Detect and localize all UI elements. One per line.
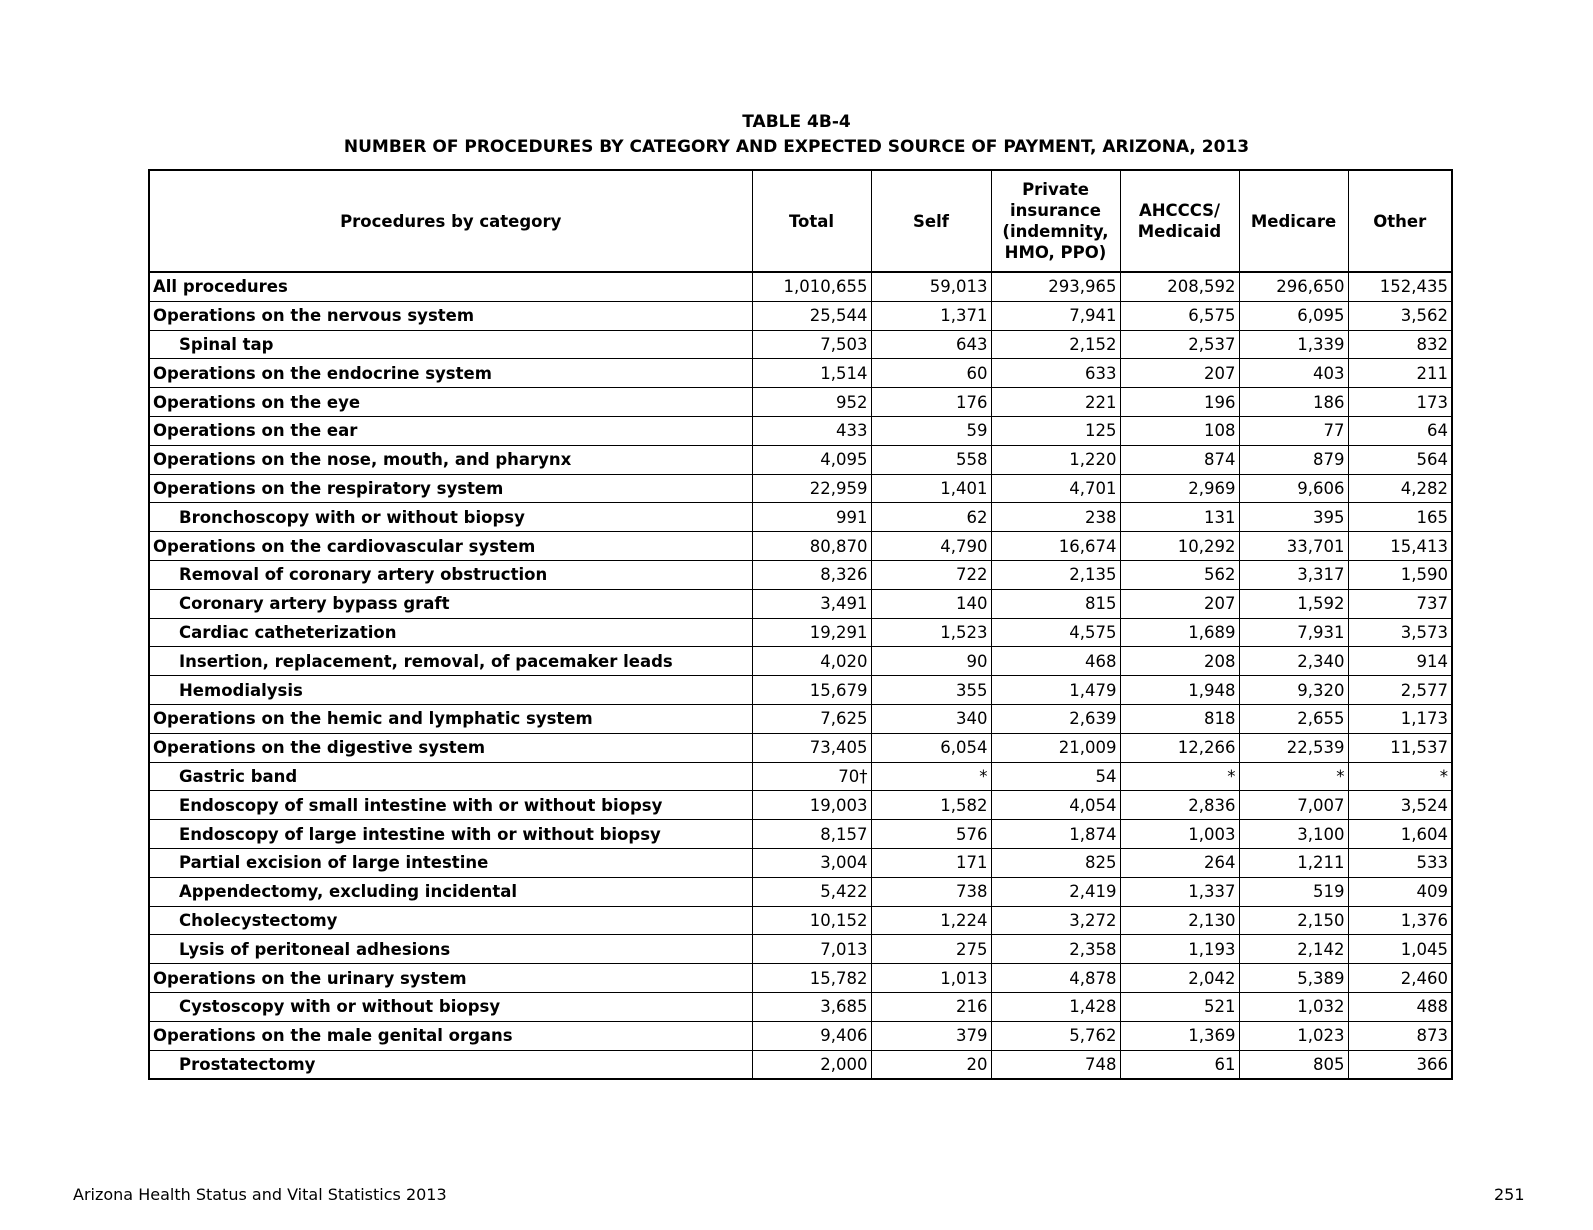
- cell-other: 3,573: [1348, 618, 1452, 647]
- table-row: [149, 906, 1452, 935]
- footer-source: Arizona Health Status and Vital Statistics 2013: [73, 1185, 447, 1204]
- cell-medicare: 2,142: [1239, 935, 1348, 964]
- cell-total: 4,020: [752, 647, 871, 676]
- cell-self: 90: [871, 647, 991, 676]
- cell-self: 62: [871, 503, 991, 532]
- cell-medicare: 77: [1239, 416, 1348, 445]
- cell-medicare: 296,650: [1239, 272, 1348, 301]
- cell-other: 409: [1348, 877, 1452, 906]
- cell-other: 3,562: [1348, 301, 1452, 330]
- cell-medicare: 2,655: [1239, 704, 1348, 733]
- cell-medicare: 3,317: [1239, 560, 1348, 589]
- subcategory-label: Removal of coronary artery obstruction: [149, 560, 752, 589]
- cell-medicare: 805: [1239, 1050, 1348, 1079]
- cell-ahcccs-medicaid: 2,969: [1120, 474, 1239, 503]
- table-row: [149, 791, 1452, 820]
- cell-total: 15,679: [752, 676, 871, 705]
- cell-medicare: 7,931: [1239, 618, 1348, 647]
- subcategory-label: Partial excision of large intestine: [149, 848, 752, 877]
- cell-self: 379: [871, 1021, 991, 1050]
- table-row: [149, 416, 1452, 445]
- cell-ahcccs-medicaid: 12,266: [1120, 733, 1239, 762]
- procedures-table-container: [148, 169, 1451, 1080]
- cell-private-insurance: 2,639: [991, 704, 1120, 733]
- table-row: [149, 532, 1452, 561]
- cell-other: 1,604: [1348, 820, 1452, 849]
- cell-medicare: 6,095: [1239, 301, 1348, 330]
- cell-total: 25,544: [752, 301, 871, 330]
- cell-medicare: 33,701: [1239, 532, 1348, 561]
- subcategory-label: Insertion, replacement, removal, of pacemaker leads: [149, 647, 752, 676]
- cell-total: 22,959: [752, 474, 871, 503]
- cell-ahcccs-medicaid: 2,130: [1120, 906, 1239, 935]
- cell-self: 355: [871, 676, 991, 705]
- cell-total: 991: [752, 503, 871, 532]
- cell-ahcccs-medicaid: 1,689: [1120, 618, 1239, 647]
- cell-self: 171: [871, 848, 991, 877]
- cell-total: 7,013: [752, 935, 871, 964]
- cell-medicare: 403: [1239, 359, 1348, 388]
- cell-private-insurance: 1,874: [991, 820, 1120, 849]
- table-row: [149, 474, 1452, 503]
- cell-total: 8,157: [752, 820, 871, 849]
- cell-self: 1,401: [871, 474, 991, 503]
- subcategory-label: Appendectomy, excluding incidental: [149, 877, 752, 906]
- table-row: [149, 877, 1452, 906]
- cell-self: *: [871, 762, 991, 791]
- subcategory-label: Prostatectomy: [149, 1050, 752, 1079]
- cell-private-insurance: 293,965: [991, 272, 1120, 301]
- cell-private-insurance: 2,152: [991, 330, 1120, 359]
- cell-private-insurance: 2,419: [991, 877, 1120, 906]
- table-row: [149, 560, 1452, 589]
- subcategory-label: Hemodialysis: [149, 676, 752, 705]
- cell-other: 211: [1348, 359, 1452, 388]
- table-row: [149, 964, 1452, 993]
- page-number: 251: [1494, 1185, 1525, 1204]
- cell-private-insurance: 4,701: [991, 474, 1120, 503]
- table-caption: NUMBER OF PROCEDURES BY CATEGORY AND EXPECTED SOURCE OF PAYMENT, ARIZONA, 2013: [343, 137, 1250, 157]
- cell-ahcccs-medicaid: 2,537: [1120, 330, 1239, 359]
- cell-self: 6,054: [871, 733, 991, 762]
- table-row: [149, 388, 1452, 417]
- cell-self: 176: [871, 388, 991, 417]
- cell-other: 64: [1348, 416, 1452, 445]
- cell-ahcccs-medicaid: 208: [1120, 647, 1239, 676]
- cell-self: 59: [871, 416, 991, 445]
- subcategory-label: Coronary artery bypass graft: [149, 589, 752, 618]
- cell-other: 3,524: [1348, 791, 1452, 820]
- cell-medicare: 395: [1239, 503, 1348, 532]
- cell-medicare: 22,539: [1239, 733, 1348, 762]
- category-label: Operations on the male genital organs: [149, 1021, 752, 1050]
- cell-private-insurance: 633: [991, 359, 1120, 388]
- table-number: TABLE 4B-4: [742, 112, 851, 132]
- cell-ahcccs-medicaid: *: [1120, 762, 1239, 791]
- cell-self: 4,790: [871, 532, 991, 561]
- subcategory-label: Endoscopy of small intestine with or without biopsy: [149, 791, 752, 820]
- cell-total: 952: [752, 388, 871, 417]
- cell-ahcccs-medicaid: 521: [1120, 992, 1239, 1021]
- cell-private-insurance: 468: [991, 647, 1120, 676]
- subcategory-label: Endoscopy of large intestine with or without biopsy: [149, 820, 752, 849]
- cell-total: 19,291: [752, 618, 871, 647]
- cell-private-insurance: 5,762: [991, 1021, 1120, 1050]
- cell-self: 216: [871, 992, 991, 1021]
- cell-medicare: 1,032: [1239, 992, 1348, 1021]
- cell-other: 737: [1348, 589, 1452, 618]
- cell-private-insurance: 125: [991, 416, 1120, 445]
- cell-ahcccs-medicaid: 131: [1120, 503, 1239, 532]
- cell-other: 832: [1348, 330, 1452, 359]
- cell-private-insurance: 7,941: [991, 301, 1120, 330]
- cell-self: 275: [871, 935, 991, 964]
- column-header-private-insurance: Private insurance (indemnity, HMO, PPO): [991, 170, 1120, 272]
- cell-self: 140: [871, 589, 991, 618]
- table-row: [149, 820, 1452, 849]
- cell-total: 9,406: [752, 1021, 871, 1050]
- cell-self: 340: [871, 704, 991, 733]
- cell-other: 1,376: [1348, 906, 1452, 935]
- cell-medicare: 1,211: [1239, 848, 1348, 877]
- cell-private-insurance: 1,428: [991, 992, 1120, 1021]
- cell-total: 15,782: [752, 964, 871, 993]
- cell-total: 70†: [752, 762, 871, 791]
- cell-private-insurance: 3,272: [991, 906, 1120, 935]
- subcategory-label: Cystoscopy with or without biopsy: [149, 992, 752, 1021]
- cell-total: 1,514: [752, 359, 871, 388]
- category-label: Operations on the nervous system: [149, 301, 752, 330]
- cell-self: 643: [871, 330, 991, 359]
- column-header-total: Total: [752, 170, 871, 272]
- table-row: [149, 733, 1452, 762]
- cell-other: 873: [1348, 1021, 1452, 1050]
- cell-other: 1,173: [1348, 704, 1452, 733]
- cell-other: *: [1348, 762, 1452, 791]
- subcategory-label: Bronchoscopy with or without biopsy: [149, 503, 752, 532]
- table-row: [149, 704, 1452, 733]
- cell-self: 722: [871, 560, 991, 589]
- cell-total: 3,004: [752, 848, 871, 877]
- cell-private-insurance: 825: [991, 848, 1120, 877]
- cell-private-insurance: 1,220: [991, 445, 1120, 474]
- cell-other: 1,590: [1348, 560, 1452, 589]
- cell-medicare: 2,150: [1239, 906, 1348, 935]
- cell-other: 366: [1348, 1050, 1452, 1079]
- cell-total: 433: [752, 416, 871, 445]
- cell-other: 488: [1348, 992, 1452, 1021]
- cell-total: 8,326: [752, 560, 871, 589]
- cell-total: 1,010,655: [752, 272, 871, 301]
- cell-other: 564: [1348, 445, 1452, 474]
- cell-medicare: *: [1239, 762, 1348, 791]
- cell-total: 7,625: [752, 704, 871, 733]
- table-row: [149, 359, 1452, 388]
- cell-self: 1,371: [871, 301, 991, 330]
- table-row: [149, 676, 1452, 705]
- cell-total: 10,152: [752, 906, 871, 935]
- cell-private-insurance: 221: [991, 388, 1120, 417]
- category-label: All procedures: [149, 272, 752, 301]
- cell-self: 558: [871, 445, 991, 474]
- cell-other: 533: [1348, 848, 1452, 877]
- table-row: [149, 935, 1452, 964]
- cell-private-insurance: 2,135: [991, 560, 1120, 589]
- cell-ahcccs-medicaid: 207: [1120, 359, 1239, 388]
- cell-private-insurance: 815: [991, 589, 1120, 618]
- cell-self: 59,013: [871, 272, 991, 301]
- cell-ahcccs-medicaid: 2,836: [1120, 791, 1239, 820]
- cell-private-insurance: 4,575: [991, 618, 1120, 647]
- table-row: [149, 1050, 1452, 1079]
- cell-ahcccs-medicaid: 818: [1120, 704, 1239, 733]
- subcategory-label: Cholecystectomy: [149, 906, 752, 935]
- cell-medicare: 1,592: [1239, 589, 1348, 618]
- category-label: Operations on the hemic and lymphatic system: [149, 704, 752, 733]
- cell-self: 1,013: [871, 964, 991, 993]
- table-row: [149, 330, 1452, 359]
- cell-medicare: 9,320: [1239, 676, 1348, 705]
- cell-medicare: 5,389: [1239, 964, 1348, 993]
- cell-medicare: 879: [1239, 445, 1348, 474]
- cell-ahcccs-medicaid: 108: [1120, 416, 1239, 445]
- table-row: [149, 1021, 1452, 1050]
- cell-self: 1,582: [871, 791, 991, 820]
- cell-ahcccs-medicaid: 6,575: [1120, 301, 1239, 330]
- cell-private-insurance: 21,009: [991, 733, 1120, 762]
- category-label: Operations on the nose, mouth, and pharynx: [149, 445, 752, 474]
- cell-medicare: 7,007: [1239, 791, 1348, 820]
- cell-other: 914: [1348, 647, 1452, 676]
- cell-total: 3,491: [752, 589, 871, 618]
- table-row: [149, 618, 1452, 647]
- cell-total: 19,003: [752, 791, 871, 820]
- cell-ahcccs-medicaid: 1,369: [1120, 1021, 1239, 1050]
- table-title: [0, 110, 1593, 160]
- cell-total: 4,095: [752, 445, 871, 474]
- cell-other: 15,413: [1348, 532, 1452, 561]
- cell-ahcccs-medicaid: 61: [1120, 1050, 1239, 1079]
- cell-ahcccs-medicaid: 1,193: [1120, 935, 1239, 964]
- cell-medicare: 3,100: [1239, 820, 1348, 849]
- cell-self: 20: [871, 1050, 991, 1079]
- table-row: [149, 589, 1452, 618]
- cell-total: 2,000: [752, 1050, 871, 1079]
- cell-self: 60: [871, 359, 991, 388]
- cell-total: 73,405: [752, 733, 871, 762]
- cell-total: 5,422: [752, 877, 871, 906]
- cell-other: 165: [1348, 503, 1452, 532]
- cell-ahcccs-medicaid: 1,003: [1120, 820, 1239, 849]
- column-header-ahcccs-medicaid: AHCCCS/ Medicaid: [1120, 170, 1239, 272]
- category-label: Operations on the endocrine system: [149, 359, 752, 388]
- cell-medicare: 1,023: [1239, 1021, 1348, 1050]
- table-row: [149, 272, 1452, 301]
- cell-ahcccs-medicaid: 562: [1120, 560, 1239, 589]
- cell-medicare: 9,606: [1239, 474, 1348, 503]
- table-row: [149, 445, 1452, 474]
- table-row: [149, 992, 1452, 1021]
- subcategory-label: Cardiac catheterization: [149, 618, 752, 647]
- cell-medicare: 1,339: [1239, 330, 1348, 359]
- cell-medicare: 519: [1239, 877, 1348, 906]
- cell-self: 1,224: [871, 906, 991, 935]
- cell-medicare: 2,340: [1239, 647, 1348, 676]
- category-label: Operations on the ear: [149, 416, 752, 445]
- cell-ahcccs-medicaid: 264: [1120, 848, 1239, 877]
- procedures-table: [148, 169, 1453, 1080]
- cell-other: 11,537: [1348, 733, 1452, 762]
- cell-private-insurance: 748: [991, 1050, 1120, 1079]
- table-row: [149, 762, 1452, 791]
- cell-private-insurance: 2,358: [991, 935, 1120, 964]
- category-label: Operations on the respiratory system: [149, 474, 752, 503]
- cell-ahcccs-medicaid: 1,337: [1120, 877, 1239, 906]
- category-label: Operations on the cardiovascular system: [149, 532, 752, 561]
- cell-other: 152,435: [1348, 272, 1452, 301]
- table-body: [149, 272, 1452, 1079]
- cell-self: 576: [871, 820, 991, 849]
- table-row: [149, 301, 1452, 330]
- category-label: Operations on the digestive system: [149, 733, 752, 762]
- column-header-medicare: Medicare: [1239, 170, 1348, 272]
- cell-ahcccs-medicaid: 207: [1120, 589, 1239, 618]
- cell-self: 1,523: [871, 618, 991, 647]
- cell-other: 4,282: [1348, 474, 1452, 503]
- column-header-other: Other: [1348, 170, 1452, 272]
- table-header-row: [149, 170, 1452, 272]
- column-header-category: Procedures by category: [149, 170, 752, 272]
- cell-private-insurance: 1,479: [991, 676, 1120, 705]
- cell-other: 2,460: [1348, 964, 1452, 993]
- cell-ahcccs-medicaid: 10,292: [1120, 532, 1239, 561]
- cell-total: 3,685: [752, 992, 871, 1021]
- cell-ahcccs-medicaid: 874: [1120, 445, 1239, 474]
- cell-total: 80,870: [752, 532, 871, 561]
- table-row: [149, 848, 1452, 877]
- cell-other: 173: [1348, 388, 1452, 417]
- category-label: Operations on the urinary system: [149, 964, 752, 993]
- cell-total: 7,503: [752, 330, 871, 359]
- category-label: Operations on the eye: [149, 388, 752, 417]
- cell-ahcccs-medicaid: 1,948: [1120, 676, 1239, 705]
- table-row: [149, 503, 1452, 532]
- cell-medicare: 186: [1239, 388, 1348, 417]
- column-header-self: Self: [871, 170, 991, 272]
- cell-ahcccs-medicaid: 196: [1120, 388, 1239, 417]
- cell-ahcccs-medicaid: 2,042: [1120, 964, 1239, 993]
- cell-private-insurance: 4,878: [991, 964, 1120, 993]
- cell-other: 1,045: [1348, 935, 1452, 964]
- cell-self: 738: [871, 877, 991, 906]
- cell-private-insurance: 54: [991, 762, 1120, 791]
- cell-other: 2,577: [1348, 676, 1452, 705]
- cell-ahcccs-medicaid: 208,592: [1120, 272, 1239, 301]
- table-row: [149, 647, 1452, 676]
- subcategory-label: Gastric band: [149, 762, 752, 791]
- subcategory-label: Lysis of peritoneal adhesions: [149, 935, 752, 964]
- subcategory-label: Spinal tap: [149, 330, 752, 359]
- cell-private-insurance: 238: [991, 503, 1120, 532]
- cell-private-insurance: 4,054: [991, 791, 1120, 820]
- cell-private-insurance: 16,674: [991, 532, 1120, 561]
